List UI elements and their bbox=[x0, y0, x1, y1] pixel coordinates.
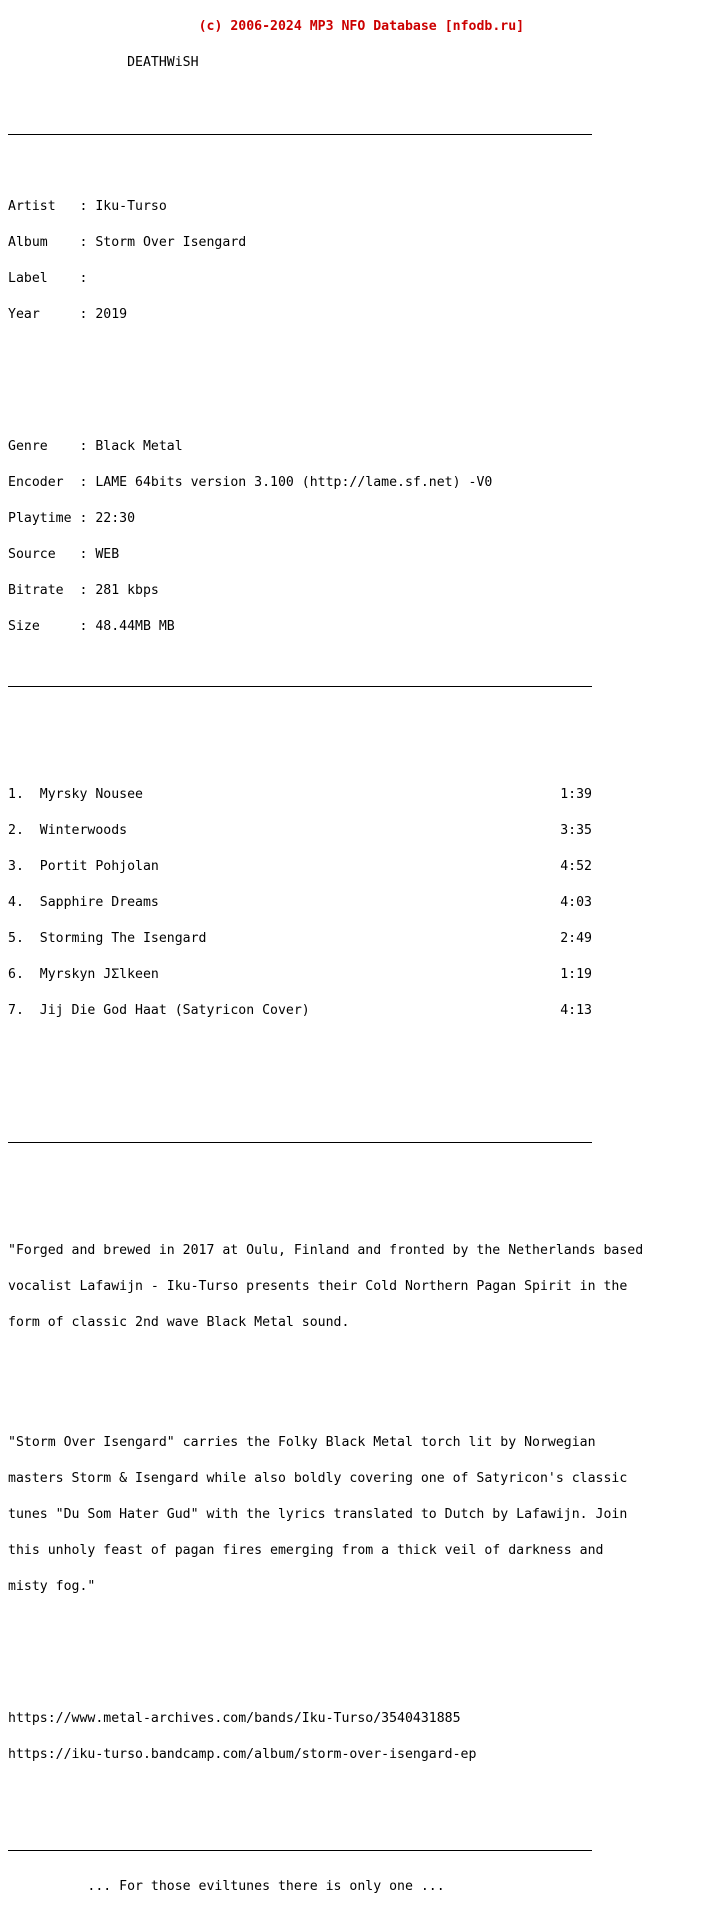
track-row: 2. Winterwoods 3:35 bbox=[8, 823, 592, 838]
track-title: Storming The Isengard bbox=[39, 931, 207, 946]
track-row: 5. Storming The Isengard 2:49 bbox=[8, 931, 592, 946]
links-section bbox=[8, 1689, 643, 1785]
info-year: Year : 2019 bbox=[8, 307, 128, 322]
track-title: Winterwoods bbox=[39, 823, 128, 838]
track-time: 4:52 bbox=[560, 859, 592, 874]
divider bbox=[8, 681, 643, 693]
tech-bitrate: Bitrate : 281 kbps bbox=[8, 583, 159, 598]
track-title: Myrskyn JΣlkeen bbox=[39, 967, 159, 982]
track-title: Sapphire Dreams bbox=[39, 895, 159, 910]
track-title: Jij Die God Haat (Satyricon Cover) bbox=[39, 1003, 310, 1018]
track-title: Myrsky Nousee bbox=[39, 787, 143, 802]
divider bbox=[8, 129, 643, 141]
nfo-document bbox=[8, 0, 643, 1905]
description-para-2: "Storm Over Isengard" carries the Folky Black Metal torch lit by Norwegian masters Storm & Isengard while also boldly covering one of Satyricon's classic tunes "Du Som Hater Gud" with the lyrics translated to Dutch by Lafawijn. Join this unholy feast of pagan fires emerging from a thick veil of darkness and misty fog." bbox=[8, 1435, 628, 1594]
tech-encoder: Encoder : LAME 64bits version 3.100 (http://lame.sf.net) -V0 bbox=[8, 475, 493, 490]
credit-text: (c) 2006-2024 MP3 NFO Database [nfodb.ru] bbox=[198, 19, 525, 34]
info-artist: Artist : Iku-Turso bbox=[8, 199, 167, 214]
tech-playtime: Playtime : 22:30 bbox=[8, 511, 136, 526]
tech-size: Size : 48.44MB MB bbox=[8, 619, 175, 634]
divider bbox=[8, 1845, 643, 1857]
description-para-1: "Forged and brewed in 2017 at Oulu, Finland and fronted by the Netherlands based vocalist Lafawijn - Iku-Turso presents their Cold Northern Pagan Spirit in the form of classic 2nd wave Black Metal sound. bbox=[8, 1243, 644, 1330]
divider bbox=[8, 1137, 643, 1149]
track-time: 4:13 bbox=[560, 1003, 592, 1018]
group-line bbox=[8, 57, 643, 69]
track-time: 3:35 bbox=[560, 823, 592, 838]
tech-genre: Genre : Black Metal bbox=[8, 439, 183, 454]
group-name: DEATHWiSH bbox=[127, 55, 199, 70]
footer-tagline: ... For those eviltunes there is only one ... bbox=[8, 1879, 445, 1894]
track-time: 1:39 bbox=[560, 787, 592, 802]
link-metal-archives: https://www.metal-archives.com/bands/Iku-Turso/3540431885 bbox=[8, 1711, 461, 1726]
track-row: 4. Sapphire Dreams 4:03 bbox=[8, 895, 592, 910]
track-time: 1:19 bbox=[560, 967, 592, 982]
info-label: Label : bbox=[8, 271, 96, 286]
track-row: 3. Portit Pohjolan 4:52 bbox=[8, 859, 592, 874]
info-section bbox=[8, 177, 643, 345]
track-title: Portit Pohjolan bbox=[39, 859, 159, 874]
tech-source: Source : WEB bbox=[8, 547, 120, 562]
track-row: 1. Myrsky Nousee 1:39 bbox=[8, 787, 592, 802]
tracklist bbox=[8, 765, 643, 1041]
track-row: 7. Jij Die God Haat (Satyricon Cover) 4:13 bbox=[8, 1003, 592, 1018]
tech-section bbox=[8, 417, 643, 657]
track-time: 4:03 bbox=[560, 895, 592, 910]
track-time: 2:49 bbox=[560, 931, 592, 946]
link-bandcamp: https://iku-turso.bandcamp.com/album/storm-over-isengard-ep bbox=[8, 1747, 477, 1762]
credit-line bbox=[8, 21, 643, 33]
info-album: Album : Storm Over Isengard bbox=[8, 235, 247, 250]
track-row: 6. Myrskyn JΣlkeen 1:19 bbox=[8, 967, 592, 982]
